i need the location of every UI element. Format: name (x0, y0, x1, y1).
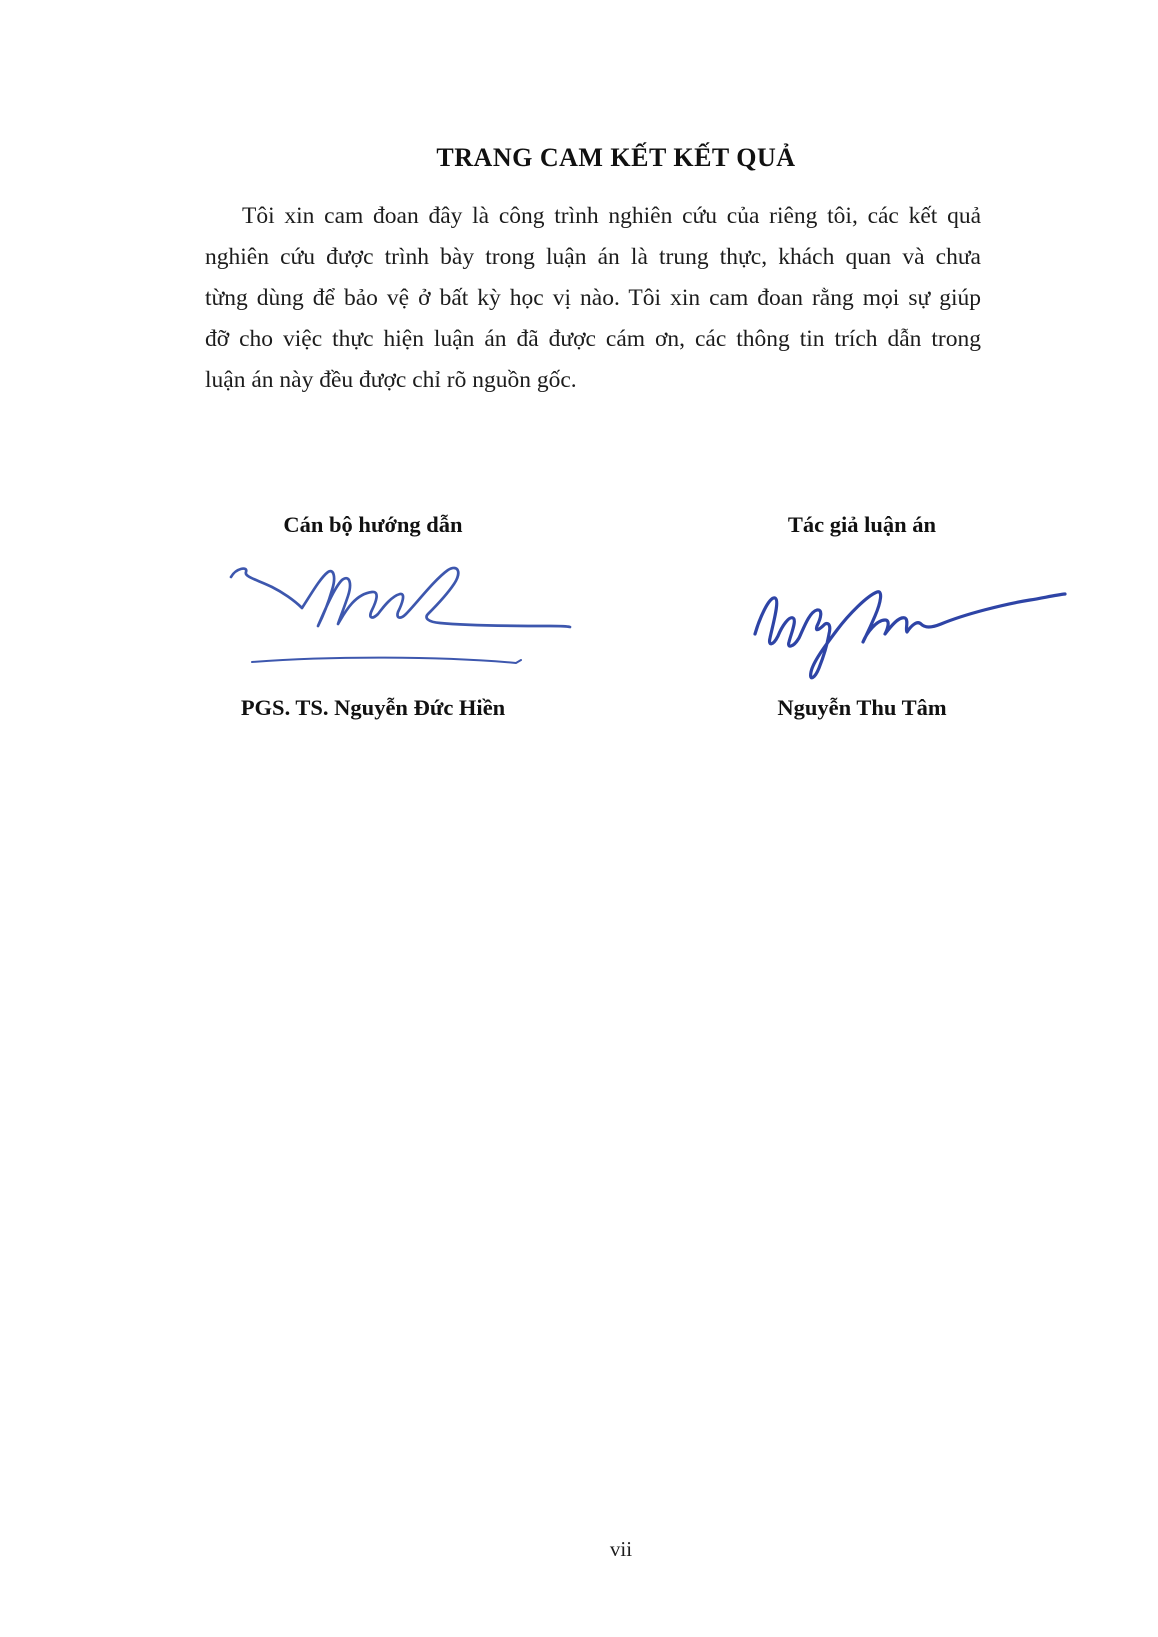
page-title: TRANG CAM KẾT KẾT QUẢ (436, 143, 796, 172)
paragraph-line: nghiên cứu được trình bày trong luận án là trung thực, khách quan và chưa (205, 244, 981, 270)
author-signature-image (745, 568, 1075, 686)
page-number: vii (609, 1537, 633, 1561)
supervisor-signature-stroke (231, 568, 570, 627)
supervisor-role-label: Cán bộ hướng dẫn (283, 512, 463, 537)
supervisor-signature-image (220, 556, 574, 674)
supervisor-name: PGS. TS. Nguyễn Đức Hiền (240, 695, 506, 720)
paragraph-line: từng dùng để bảo vệ ở bất kỳ học vị nào. Tôi xin cam đoan rằng mọi sự giúp (205, 285, 981, 311)
paragraph-line: Tôi xin cam đoan đây là công trình nghiên cứu của riêng tôi, các kết quả (242, 203, 981, 229)
supervisor-signature-underline (252, 658, 521, 663)
author-role-label: Tác giả luận án (787, 512, 937, 537)
author-signature-stroke (755, 592, 1065, 678)
paragraph-line: đỡ cho việc thực hiện luận án đã được cám ơn, các thông tin trích dẫn trong (205, 326, 981, 352)
paragraph-line: luận án này đều được chỉ rõ nguồn gốc. (205, 367, 577, 393)
commitment-paragraph (205, 196, 981, 401)
author-name: Nguyễn Thu Tâm (777, 695, 947, 720)
